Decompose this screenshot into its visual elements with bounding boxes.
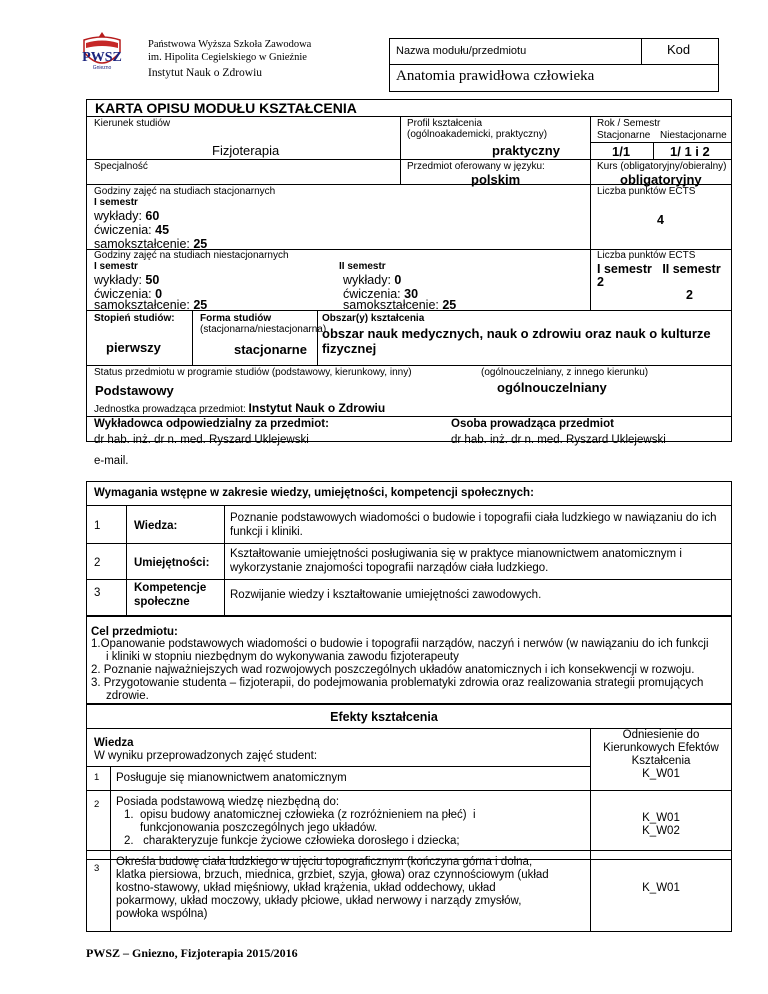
efekt-row-3-line-4: pokarmowy, układ moczowy, układy płciowe, układ nerwowy i narządy zmysłów, bbox=[116, 895, 522, 907]
efekt-row-1-ref-1: K_W01 bbox=[642, 768, 680, 780]
odniesienie-2: Kierunkowych Efektów bbox=[603, 742, 719, 754]
profil-value: praktyczny bbox=[492, 143, 560, 158]
status-value: Podstawowy bbox=[95, 383, 174, 398]
ns2-wyklady-line: wykłady: 0 bbox=[343, 273, 402, 287]
efekt-row-2-line-2: 1. opisu budowy anatomicznej człowieka (z rozróżnieniem na płeć) i bbox=[124, 809, 476, 821]
cwiczenia-line: ćwiczenia: 45 bbox=[94, 223, 170, 237]
module-name: Anatomia prawidłowa człowieka bbox=[396, 68, 595, 84]
obszar-label: Obszar(y) kształcenia bbox=[322, 313, 425, 324]
profil-label-2: (ogólnoakademicki, praktyczny) bbox=[407, 129, 548, 140]
forma-value: stacjonarne bbox=[234, 342, 307, 357]
ogolno-label: (ogólnouczelniany, z innego kierunku) bbox=[481, 367, 649, 378]
efekt-row-3-line-2: klatka piersiowa, brzuch, miednica, grzbiet, szyja, głowa) oraz czynnościowym (układ bbox=[116, 869, 549, 881]
efekt-row-2-num: 2 bbox=[94, 799, 100, 810]
school-name-line2: im. Hipolita Cegielskiego w Gnieźnie bbox=[148, 52, 307, 63]
cel-title: Cel przedmiotu: bbox=[91, 626, 178, 638]
wiedza-sub: W wyniku przeprowadzonych zajęć student: bbox=[94, 750, 318, 762]
jezyk-label: Przedmiot oferowany w języku: bbox=[407, 161, 545, 172]
ects-label: Liczba punktów ECTS bbox=[597, 186, 696, 197]
efekt-row-3-line-1: Określa budowę ciała ludzkiego w ujęciu topograficznym (kończyna górna i dolna, bbox=[116, 856, 533, 868]
efekt-row-3-line-5: powłoka wspólna) bbox=[116, 908, 208, 920]
ects2-sem-header: I semestr II semestr bbox=[597, 262, 721, 276]
samo-line: samokształcenie: 25 bbox=[94, 237, 208, 251]
logo-city: Gniezno bbox=[92, 65, 112, 71]
efekt-row-1-num: 1 bbox=[94, 772, 100, 783]
kurs-label: Kurs (obligatoryjny/obieralny) bbox=[597, 161, 727, 172]
module-label: Nazwa modułu/przedmiotu bbox=[396, 45, 527, 57]
wykladowca-value: dr hab. inż. dr n. med. Ryszard Uklejewski bbox=[94, 434, 309, 446]
efekt-row-3-num: 3 bbox=[94, 863, 100, 874]
ns-sem1-label: I semestr bbox=[94, 261, 138, 272]
forma-label-2: (stacjonarna/niestacjonarna) bbox=[200, 324, 327, 335]
status-label: Status przedmiotu w programie studiów (podstawowy, kierunkowy, inny) bbox=[94, 367, 412, 378]
efekt-row-3-ref-1: K_W01 bbox=[642, 882, 680, 894]
wym-row-1-text-1: Poznanie podstawowych wiadomości o budowie i topografii ciała ludzkiego w nawiązaniu do ich bbox=[230, 512, 717, 524]
school-name-line1: Państwowa Wyższa Szkoła Zawodowa bbox=[148, 39, 312, 50]
osoba-label: Osoba prowadząca przedmiot bbox=[451, 418, 614, 430]
wym-row-3-label-1: Kompetencje bbox=[134, 582, 207, 594]
ects-value: 4 bbox=[657, 213, 664, 227]
godz-stac-label: Godziny zajęć na studiach stacjonarnych bbox=[94, 186, 276, 197]
ns2-samo-line: samokształcenie: 25 bbox=[343, 298, 457, 312]
niestacjonarne-label: Niestacjonarne bbox=[660, 130, 727, 141]
card-title: KARTA OPISU MODUŁU KSZTAŁCENIA bbox=[95, 100, 357, 116]
obszar-value-2: fizycznej bbox=[322, 341, 377, 356]
wym-row-3-num: 3 bbox=[94, 587, 101, 599]
jezyk-value: polskim bbox=[471, 172, 521, 187]
wyklady-line: wykłady: 60 bbox=[94, 209, 160, 223]
wiedza-title: Wiedza bbox=[94, 737, 134, 749]
cel-line-3: 2. Poznanie najważniejszych wad rozwojowych poszczególnych układów anatomicznych i ich konsekwencji w rozwoju. bbox=[91, 664, 695, 676]
osoba-value: dr hab. inż. dr n. med. Ryszard Uklejewski bbox=[451, 434, 666, 446]
stopien-value: pierwszy bbox=[106, 340, 161, 355]
ns2-cwiczenia-line: ćwiczenia: 30 bbox=[343, 287, 419, 301]
specjalnosc-label: Specjalność bbox=[94, 161, 148, 172]
rok-label: Rok / Semestr bbox=[597, 118, 661, 129]
godz-niestac-label: Godziny zajęć na studiach niestacjonarnych bbox=[94, 250, 289, 261]
wym-row-2-text-2: wykorzystanie znajomości topografii narządów ciała ludzkiego. bbox=[230, 562, 549, 574]
forma-label-1: Forma studiów bbox=[200, 313, 272, 324]
ns-sem2-label: II semestr bbox=[339, 261, 386, 272]
ns1-samo-line: samokształcenie: 25 bbox=[94, 298, 208, 312]
wym-row-2-label: Umiejętności: bbox=[134, 557, 210, 569]
cel-line-2: i kliniki w stopniu niezbędnym do wykonywania zawodu fizjoterapeuty bbox=[106, 651, 459, 663]
jednostka-line: Jednostka prowadząca przedmiot: Instytut Nauk o Zdrowiu bbox=[94, 401, 386, 415]
ns1-cwiczenia-line: ćwiczenia: 0 bbox=[94, 287, 163, 301]
ns1-wyklady-line: wykłady: 50 bbox=[94, 273, 160, 287]
ogolno-value: ogólnouczelniany bbox=[497, 380, 607, 395]
wym-row-3-label-2: społeczne bbox=[134, 596, 190, 608]
school-logo bbox=[76, 30, 128, 74]
kierunek-value: Fizjoterapia bbox=[212, 143, 280, 158]
efekt-row-2-line-4: 2. charakteryzuje funkcje życiowe człowieka dorosłego i dziecka; bbox=[124, 835, 460, 847]
stacjonarne-label: Stacjonarne bbox=[597, 130, 651, 141]
profil-label-1: Profil kształcenia bbox=[407, 118, 483, 129]
efekt-row-2-ref-1: K_W01 bbox=[642, 812, 680, 824]
sem1-label: I semestr bbox=[94, 197, 138, 208]
ects2-label: Liczba punktów ECTS bbox=[597, 250, 696, 261]
efekt-row-3-line-3: kostno-stawowy, układ mięśniowy, układ krążenia, układ oddechowy, układ bbox=[116, 882, 496, 894]
footer-text: PWSZ – Gniezno, Fizjoterapia 2015/2016 bbox=[86, 946, 298, 960]
wym-row-1-text-2: funkcji i kliniki. bbox=[230, 526, 303, 538]
ects2-sem1-value: 2 bbox=[597, 275, 604, 289]
stopien-label: Stopień studiów: bbox=[94, 313, 175, 324]
odniesienie-3: Kształcenia bbox=[631, 755, 691, 767]
kierunek-label: Kierunek studiów bbox=[94, 118, 171, 129]
wym-row-2-text-1: Kształtowanie umiejętności posługiwania się w praktyce mianownictwem anatomicznym i bbox=[230, 548, 682, 560]
cel-line-5: zdrowie. bbox=[106, 690, 149, 702]
logo-text: PWSZ bbox=[82, 50, 122, 65]
ects2-sem2-value: 2 bbox=[686, 288, 693, 302]
wym-row-2-num: 2 bbox=[94, 557, 101, 569]
obszar-value-1: obszar nauk medycznych, nauk o zdrowiu oraz nauk o kulturze bbox=[322, 326, 711, 341]
rok-stac-value: 1/1 bbox=[612, 144, 631, 159]
email-label: e-mail. bbox=[94, 455, 129, 467]
efekty-title: Efekty kształcenia bbox=[330, 710, 438, 724]
efekt-row-2-ref-2: K_W02 bbox=[642, 825, 680, 837]
institute-name: Instytut Nauk o Zdrowiu bbox=[148, 67, 263, 79]
kod-label: Kod bbox=[667, 42, 691, 57]
odniesienie-1: Odniesienie do bbox=[622, 729, 700, 741]
wymagania-title: Wymagania wstępne w zakresie wiedzy, umiejętności, kompetencji społecznych: bbox=[94, 487, 534, 499]
cel-line-1: 1.Opanowanie podstawowych wiadomości o budowie i topografii narządów, naczyń i nerwów (w nawiązaniu do ich funkcji bbox=[91, 638, 709, 650]
wykladowca-label: Wykładowca odpowiedzialny za przedmiot: bbox=[94, 418, 329, 430]
efekt-row-2-line-1: Posiada podstawową wiedzę niezbędną do: bbox=[116, 796, 340, 808]
rok-niestac-value: 1/ 1 i 2 bbox=[670, 144, 710, 159]
wym-row-1-label: Wiedza: bbox=[134, 520, 178, 532]
kurs-value: obligatoryjny bbox=[620, 172, 702, 187]
efekt-row-2-line-3: funkcjonowania poszczególnych jego układów. bbox=[140, 822, 378, 834]
cel-line-4: 3. Przygotowanie studenta – fizjoterapii, do podejmowania problematyki zdrowia oraz realizowania strategii promujących bbox=[91, 677, 704, 689]
wym-row-3-text-1: Rozwijanie wiedzy i kształtowanie umiejętności zawodowych. bbox=[230, 589, 542, 601]
wym-row-1-num: 1 bbox=[94, 520, 101, 532]
efekt-row-1-line-1: Posługuje się mianownictwem anatomicznym bbox=[116, 772, 347, 784]
